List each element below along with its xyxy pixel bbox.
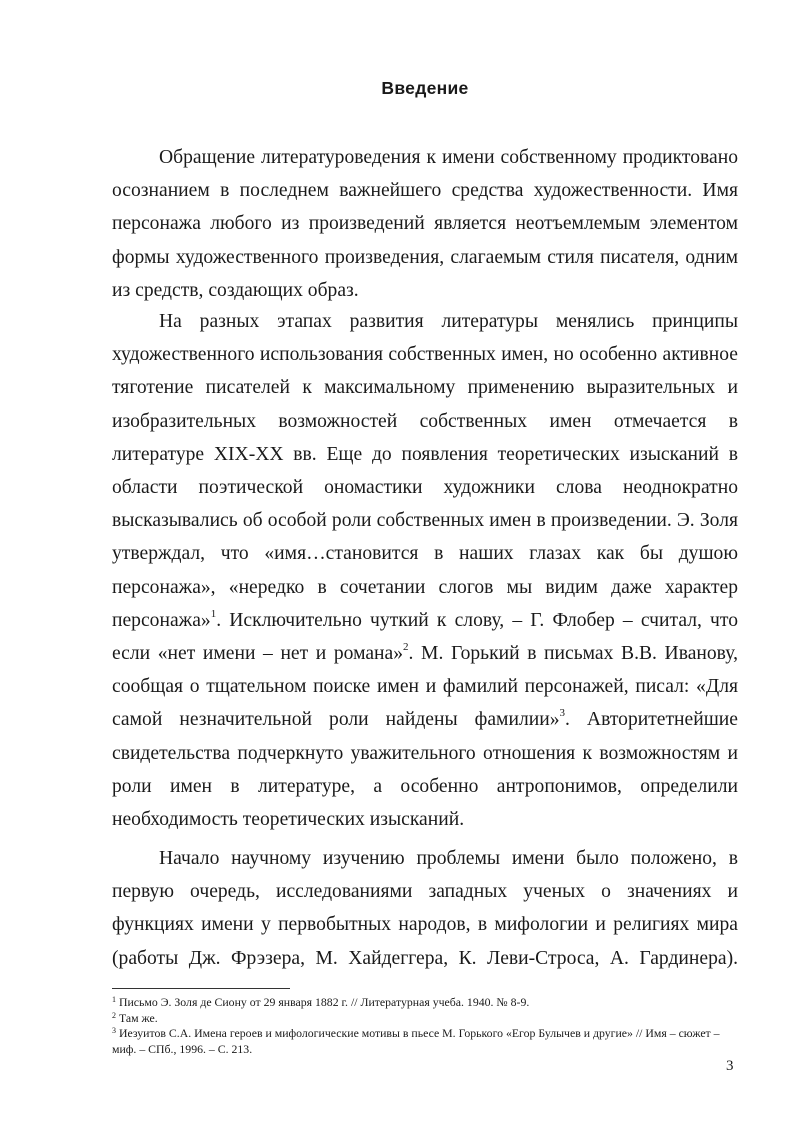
footnotes bbox=[112, 995, 738, 1057]
paragraph-2 bbox=[112, 305, 738, 836]
paragraph-2-text-c: . М. Горький в письмах В.В. Иванову, сообщая о тщательном поиске имен и фамилий персонажей, писал: «Для самой незначительной роли найдены фамилии» bbox=[112, 643, 738, 731]
footnote-text: Там же. bbox=[118, 1010, 158, 1025]
page-number: 3 bbox=[726, 1058, 734, 1074]
footnote-divider bbox=[112, 988, 290, 989]
paragraph-2-text-b: . Исключительно чуткий к слову, – Г. Флобер – считал, что если «нет имени – нет и романа» bbox=[112, 609, 738, 665]
footnote-ref-3[interactable]: 3 bbox=[559, 707, 565, 720]
paragraph-3 bbox=[112, 842, 738, 975]
footnote-text: Иезуитов С.А. Имена героев и мифологические мотивы в пьесе М. Горького «Егор Булычев и другие» // Имя – сюжет – миф. – СПб., 1996. – С. 213. bbox=[112, 1026, 720, 1056]
paragraph-1 bbox=[112, 141, 738, 307]
footnote-2 bbox=[112, 1011, 738, 1027]
footnote-1 bbox=[112, 995, 738, 1011]
paragraph-1-text: Обращение литературоведения к имени собственному продиктовано осознанием в последнем важнейшего средства художественности. Имя персонажа любого из произведений является неотъемлемым элементом формы художественного произведения, слагаемым стиля писателя, одним из средств, создающих образ. bbox=[112, 147, 738, 301]
paragraph-2-text-a: На разных этапах развития литературы менялись принципы художественного использования собственных имен, но особенно активное тяготение писателей к максимальному применению выразительных и изобразительных возможностей собственных имен отмечается в литературе XIX-XX вв. Еще до появления теоретических изысканий в области поэтической ономастики художники слова неоднократно высказывались об особой роли собственных имен в произведении. Э. Золя утверждал, что «имя…становится в наших глазах как бы душою персонажа», «нередко в сочетании слогов мы видим даже характер персонажа» bbox=[112, 311, 738, 631]
footnote-ref-2[interactable]: 2 bbox=[403, 641, 409, 654]
footnote-mark: 2 bbox=[112, 1010, 116, 1020]
page-title: Введение bbox=[381, 78, 469, 98]
footnote-3 bbox=[112, 1026, 738, 1057]
paragraph-3-text: Начало научному изучению проблемы имени было положено, в первую очередь, исследованиями западных ученых о значениях и функциях имени у первобытных народов, в мифологии и религиях мира (работы Дж. Фрэзера, М. Хайдеггера, К. Леви-Строса, А. Гардинера). bbox=[112, 848, 738, 969]
paragraph-2-text-d: . Авторитетнейшие свидетельства подчеркнуто уважительного отношения к возможностям и роли имен в литературе, а особенно антропонимов, определили необходимость теоретических изысканий. bbox=[112, 709, 738, 831]
footnote-mark: 3 bbox=[112, 1026, 116, 1035]
footnote-text: Письмо Э. Золя де Сиону от 29 января 1882 г. // Литературная учеба. 1940. № 8-9. bbox=[118, 995, 530, 1009]
footnote-ref-1[interactable]: 1 bbox=[210, 607, 217, 620]
footnote-mark: 1 bbox=[112, 995, 116, 1004]
